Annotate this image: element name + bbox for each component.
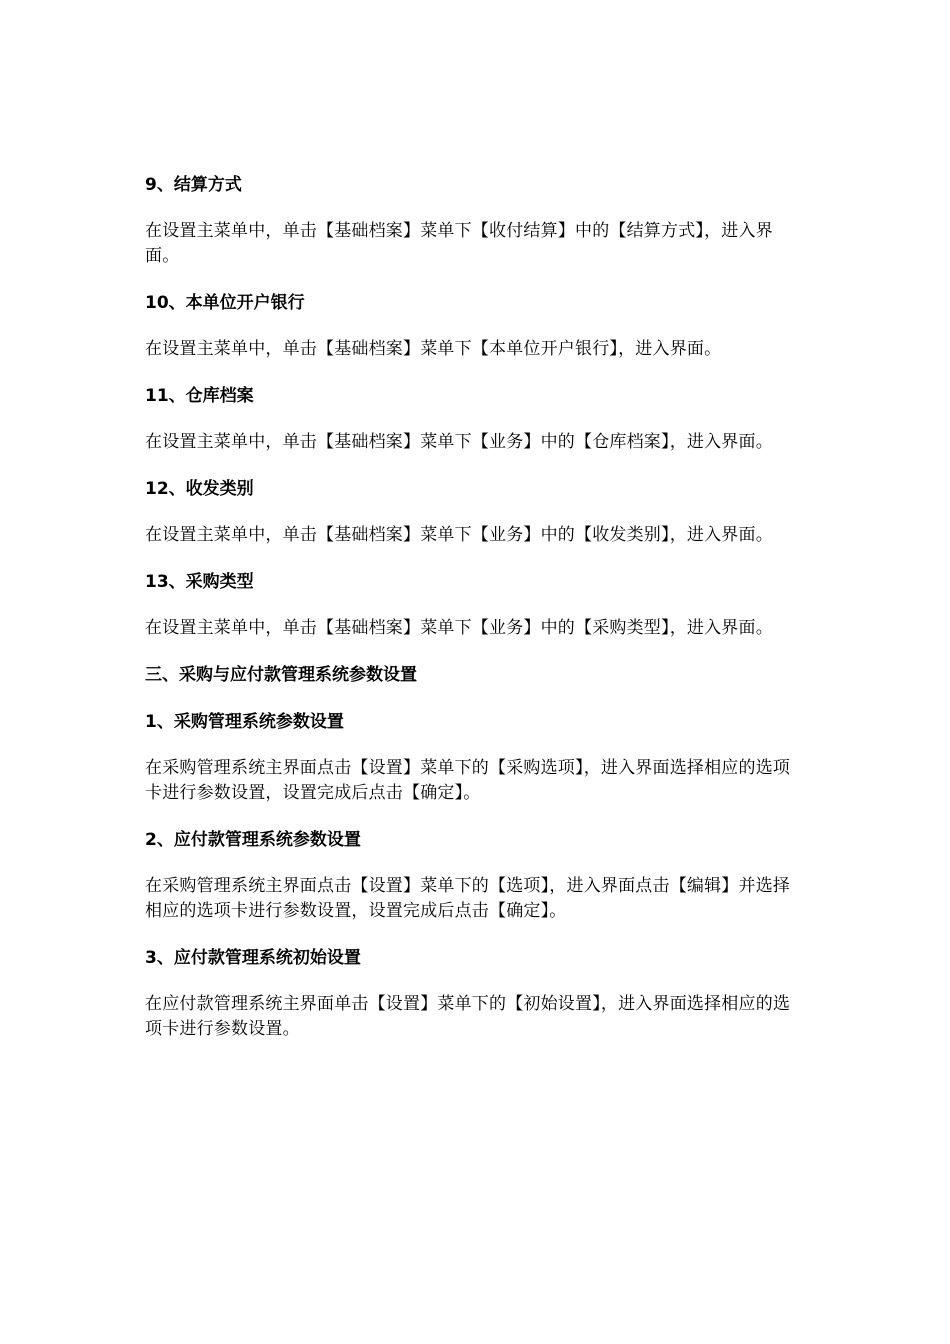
section-heading-purchase-type: 13、采购类型 bbox=[145, 572, 254, 592]
section-text-company-bank: 在设置主菜单中，单击【基础档案】菜单下【本单位开户银行】，进入界面。 bbox=[145, 339, 722, 359]
section-heading-purchase-params: 1、采购管理系统参数设置 bbox=[145, 712, 344, 732]
section-text-purchase-type: 在设置主菜单中，单击【基础档案】菜单下【业务】中的【采购类型】，进入界面。 bbox=[145, 618, 773, 638]
section-text-payable-init: 在应付款管理系统主界面单击【设置】菜单下的【初始设置】，进入界面选择相应的选项卡进行参数设置。 bbox=[145, 994, 791, 1039]
section-text-purchase-params: 在采购管理系统主界面点击【设置】菜单下的【采购选项】，进入界面选择相应的选项卡进行参数设置，设置完成后点击【确定】。 bbox=[145, 758, 791, 803]
section-heading-settlement-method: 9、结算方式 bbox=[145, 175, 242, 195]
section-text-payable-params: 在采购管理系统主界面点击【设置】菜单下的【选项】，进入界面点击【编辑】并选择相应的选项卡进行参数设置，设置完成后点击【确定】。 bbox=[145, 876, 791, 921]
section-heading-inout-category: 12、收发类别 bbox=[145, 479, 254, 499]
section-heading-warehouse: 11、仓库档案 bbox=[145, 386, 254, 406]
section-text-settlement-method: 在设置主菜单中，单击【基础档案】菜单下【收付结算】中的【结算方式】，进入界面。 bbox=[145, 221, 773, 266]
document-body bbox=[145, 172, 805, 1063]
section-heading-payable-params: 2、应付款管理系统参数设置 bbox=[145, 830, 361, 850]
section-text-warehouse: 在设置主菜单中，单击【基础档案】菜单下【业务】中的【仓库档案】，进入界面。 bbox=[145, 432, 773, 452]
section-heading-payable-init: 3、应付款管理系统初始设置 bbox=[145, 948, 361, 968]
chapter-heading-purchase-payable: 三、采购与应付款管理系统参数设置 bbox=[145, 665, 417, 685]
section-text-inout-category: 在设置主菜单中，单击【基础档案】菜单下【业务】中的【收发类别】，进入界面。 bbox=[145, 525, 773, 545]
section-heading-company-bank: 10、本单位开户银行 bbox=[145, 293, 305, 313]
